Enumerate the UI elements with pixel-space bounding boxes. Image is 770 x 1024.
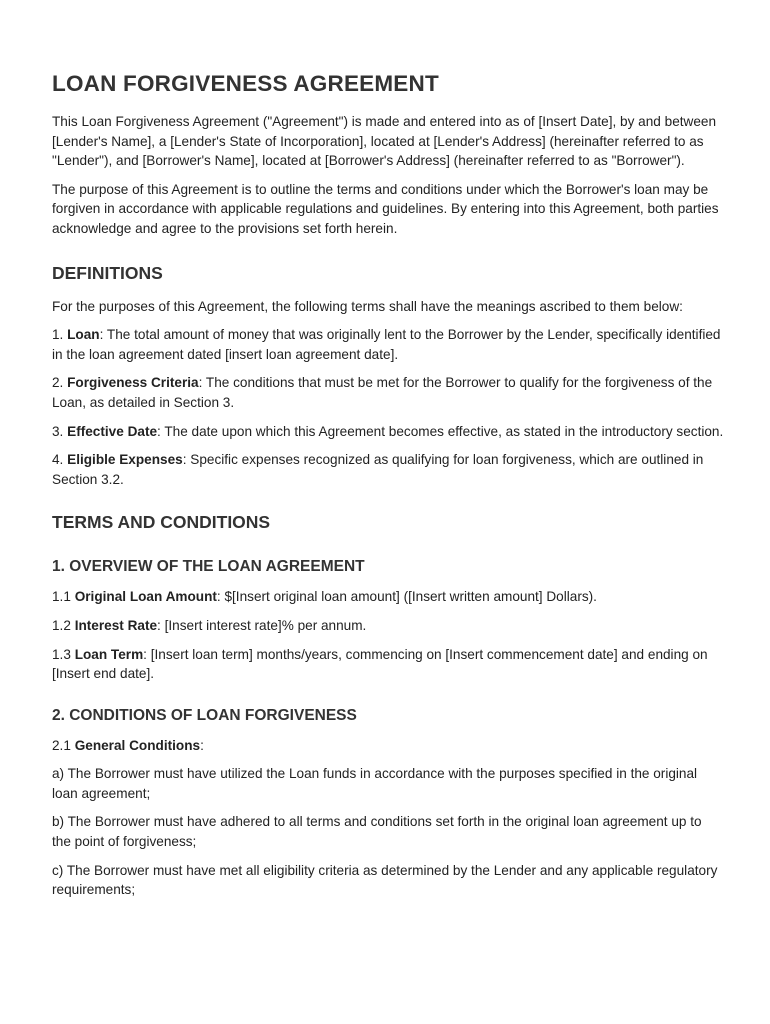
intro-paragraph-2: The purpose of this Agreement is to outline the terms and conditions under which the Borrower's loan may be forgiven in accordance with applicable regulations and guidelines. By entering into this Agreement, both parties acknowledge and agree to the provisions set forth herein. — [52, 181, 719, 236]
overview-term: Loan Term — [74, 646, 144, 662]
definition-number: 1. — [52, 327, 68, 343]
document-page — [52, 70, 724, 909]
definition-number: 2. — [52, 375, 68, 391]
overview-text: : $[Insert original loan amount] ([Insert written amount] Dollars). — [216, 589, 597, 605]
condition-item-b: b) The Borrower must have adhered to all terms and conditions set forth in the original loan agreement up to the point of forgiveness; — [52, 814, 702, 850]
overview-number: 1.3 — [52, 646, 75, 662]
overview-text: : [Insert interest rate]% per annum. — [157, 617, 367, 633]
definition-number: 4. — [52, 452, 68, 468]
definition-item — [52, 450, 724, 489]
condition-item-c: c) The Borrower must have met all eligibility criteria as determined by the Lender and any applicable regulatory requirements; — [52, 862, 718, 898]
definition-text: : The date upon which this Agreement becomes effective, as stated in the introductory section. — [157, 423, 724, 439]
definition-text: : The total amount of money that was originally lent to the Borrower by the Lender, specifically identified in the loan agreement dated [insert loan agreement date]. — [52, 327, 721, 362]
definition-text: : Specific expenses recognized as qualifying for loan forgiveness, which are outlined in Section 3.2. — [52, 452, 704, 487]
definition-text: : The conditions that must be met for the Borrower to qualify for the forgiveness of the Loan, as detailed in Section 3. — [52, 375, 713, 410]
conditions-heading: 2. CONDITIONS OF LOAN FORGIVENESS — [52, 706, 357, 724]
document-title: LOAN FORGIVENESS AGREEMENT — [52, 71, 439, 96]
definition-term: Effective Date — [67, 423, 158, 439]
overview-term: Interest Rate — [74, 617, 158, 633]
definitions-intro: For the purposes of this Agreement, the following terms shall have the meanings ascribed to them below: — [52, 298, 683, 314]
definition-number: 3. — [52, 423, 68, 439]
overview-term: Original Loan Amount — [74, 589, 217, 605]
general-conditions-number: 2.1 — [52, 737, 75, 753]
definition-item — [52, 373, 724, 412]
general-conditions-term: General Conditions — [74, 737, 201, 753]
terms-heading: TERMS AND CONDITIONS — [52, 512, 271, 533]
definition-term: Eligible Expenses — [67, 452, 183, 468]
definition-term: Forgiveness Criteria — [67, 375, 199, 391]
overview-item — [52, 587, 724, 607]
condition-item-a: a) The Borrower must have utilized the Loan funds in accordance with the purposes specified in the original loan agreement; — [52, 766, 698, 801]
general-conditions — [52, 736, 724, 756]
intro-paragraph-1: This Loan Forgiveness Agreement ("Agreement") is made and entered into as of [Insert Date], by and between [Lender's Name], a [Lender's State of Incorporation], located at [Lender's Address] (hereinafter referred to as "Lender"), and [Borrower's Name], located at [Borrower's Address] (hereinafter referred to as "Borrower"). — [52, 114, 717, 169]
definitions-heading: DEFINITIONS — [52, 262, 163, 283]
overview-item — [52, 645, 724, 684]
overview-heading: 1. OVERVIEW OF THE LOAN AGREEMENT — [52, 558, 365, 576]
overview-number: 1.2 — [52, 617, 75, 633]
general-conditions-text: : — [200, 737, 204, 753]
definition-item — [52, 325, 724, 364]
definition-term: Loan — [67, 327, 100, 343]
definition-item — [52, 422, 724, 442]
overview-item — [52, 616, 724, 636]
overview-text: : [Insert loan term] months/years, commencing on [Insert commencement date] and ending on [Insert end date]. — [52, 646, 708, 682]
overview-number: 1.1 — [52, 589, 75, 605]
